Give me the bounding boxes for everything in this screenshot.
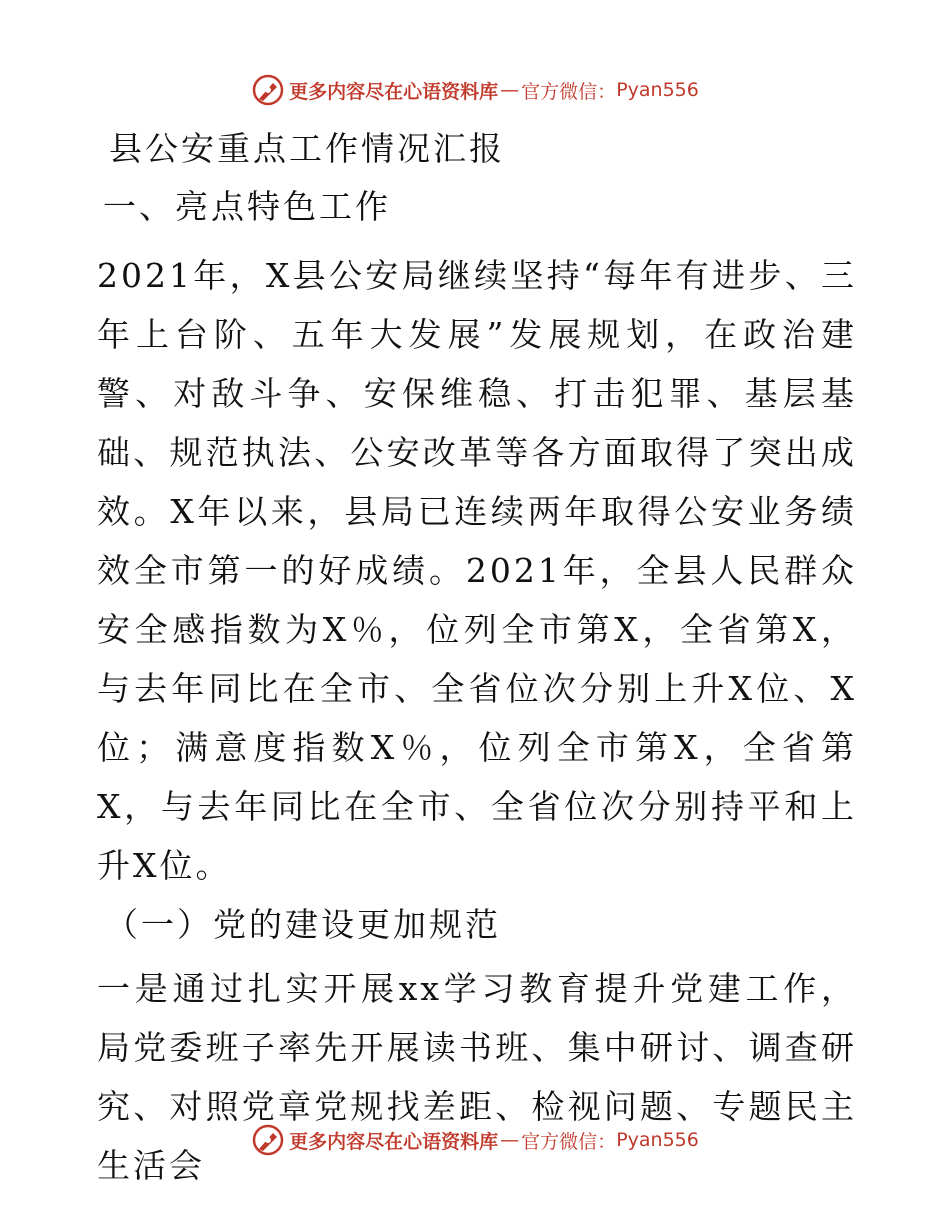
paragraph-2: 一是通过扎实开展xx学习教育提升党建工作，局党委班子率先开展读书班、集中研讨、调查研究、对照党章党规找差距、检视问题、专题民主生活会 [97, 969, 857, 1185]
watermark-sub-text: 官方微信： [521, 1130, 617, 1153]
watermark-dash: — [500, 1129, 520, 1151]
watermark-wechat-id: Pyan556 [616, 1129, 699, 1151]
watermark-banner-top [0, 70, 950, 110]
watermark-banner-bottom [0, 1120, 950, 1160]
pen-logo-icon [251, 1123, 285, 1157]
watermark-main-text: 更多内容尽在心语资料库 [289, 80, 499, 103]
subsection-heading: （一）党的建设更加规范 [105, 905, 501, 944]
watermark-wechat-id: Pyan556 [616, 79, 699, 101]
watermark-sub-text: 官方微信： [521, 80, 617, 103]
watermark-main-text: 更多内容尽在心语资料库 [289, 1130, 499, 1153]
document-body [97, 120, 857, 1195]
paragraph-1: 2021年，X县公安局继续坚持“每年有进步、三年上台阶、五年大发展”发展规划，在政治建警、对敌斗争、安保维稳、打击犯罪、基层基础、规范执法、公安改革等各方面取得了突出成效。X年以来，县局已连续两年取得公安业务绩效全市第一的好成绩。2021年，全县人民群众安全感指数为X％，位列全市第X，全省第X，与去年同比在全市、全省位次分别上升X位、X位；满意度指数X％，位列全市第X，全省第X，与去年同比在全市、全省位次分别持平和上升X位。 [97, 256, 857, 885]
watermark-dash: — [500, 79, 520, 101]
pen-logo-icon [251, 73, 285, 107]
document-title: 县公安重点工作情况汇报 [109, 129, 505, 168]
section-heading: 一、亮点特色工作 [103, 187, 391, 226]
